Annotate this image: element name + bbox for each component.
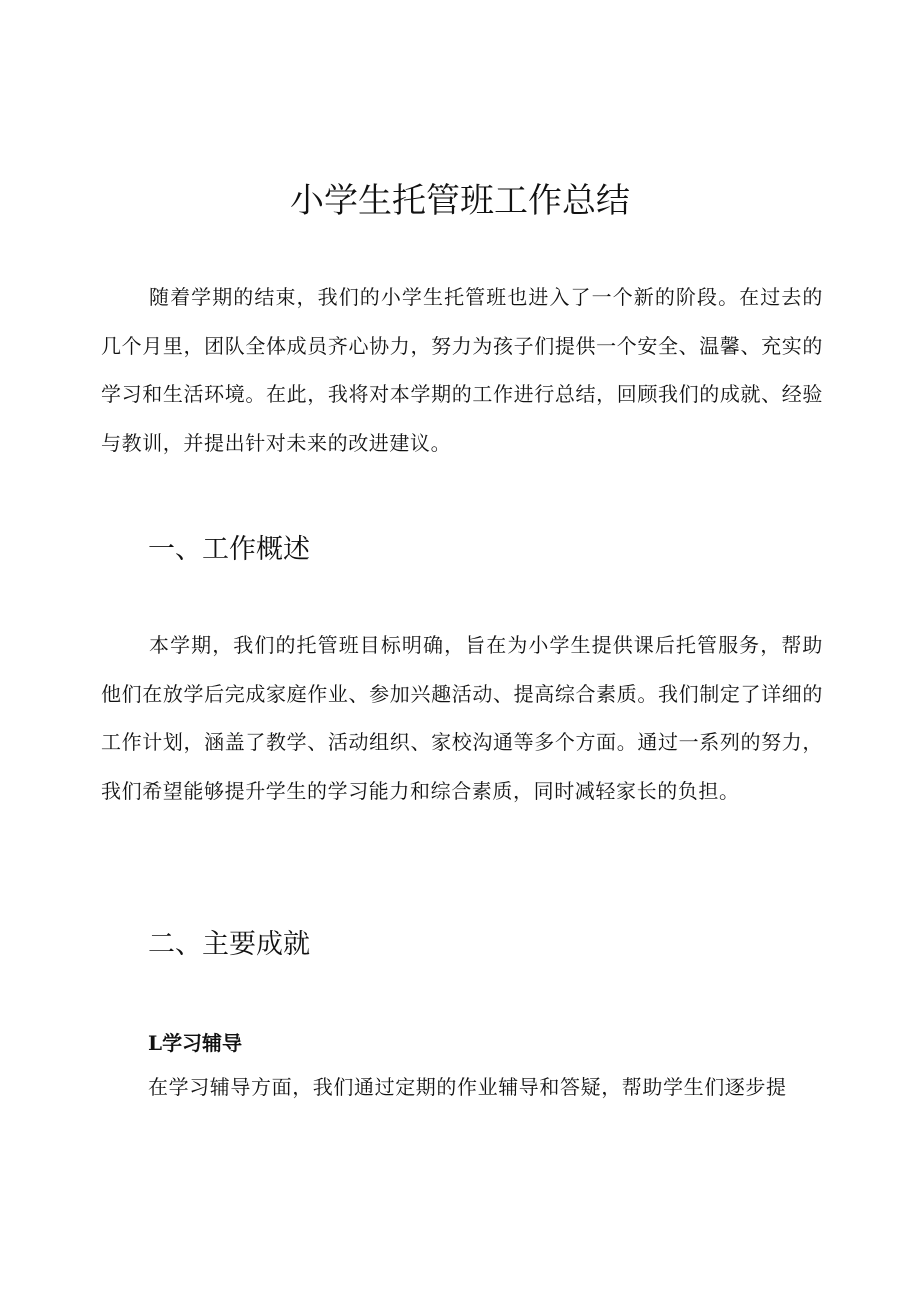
subsection-heading-study-tutoring: L学习辅导: [148, 1031, 243, 1055]
section-heading-achievements: 二、主要成就: [148, 929, 310, 960]
intro-paragraph: 随着学期的结束，我们的小学生托管班也进入了一个新的阶段。在过去的几个月里，团队全体成员齐心协力，努力为孩子们提供一个安全、温馨、充实的学习和生活环境。在此，我将对本学期的工作进行总结，回顾我们的成就、经验与教训，并提出针对未来的改进建议。: [101, 285, 823, 455]
overview-paragraph: 本学期，我们的托管班目标明确，旨在为小学生提供课后托管服务，帮助他们在放学后完成家庭作业、参加兴趣活动、提高综合素质。我们制定了详细的工作计划，涵盖了教学、活动组织、家校沟通等多个方面。通过一系列的努力，我们希望能够提升学生的学习能力和综合素质，同时减轻家长的负担。: [101, 633, 823, 803]
section-heading-overview: 一、工作概述: [148, 534, 310, 565]
study-tutoring-paragraph: 在学习辅导方面，我们通过定期的作业辅导和答疑，帮助学生们逐步提: [148, 1075, 787, 1099]
page-title: 小学生托管班工作总结: [290, 181, 630, 221]
